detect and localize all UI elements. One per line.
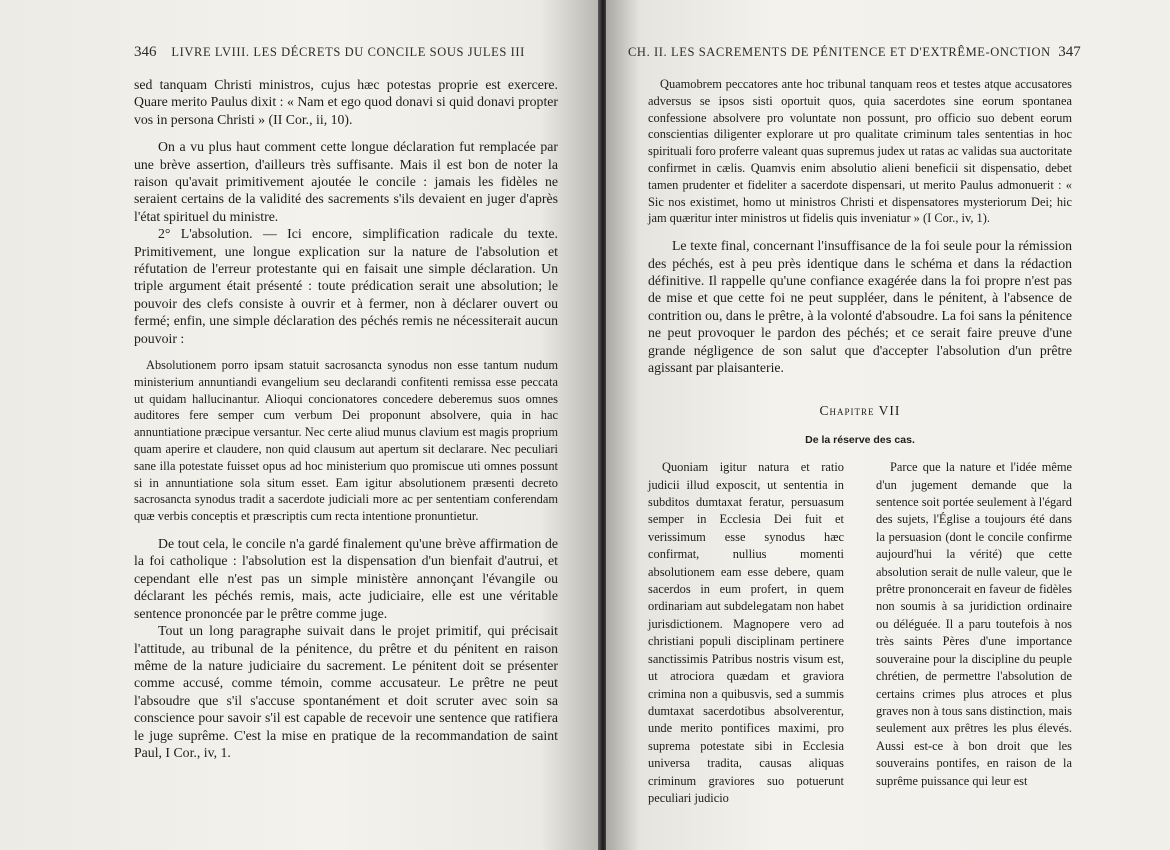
two-column-text — [648, 459, 1072, 807]
french-column — [876, 459, 1072, 807]
left-body-text — [134, 76, 558, 761]
latin-column — [648, 459, 844, 807]
french-column-text: Parce que la nature et l'idée même d'un jugement demande que la sentence soit portée seulement à l'égard des sujets, l'Église a toujours été dans la persuasion (dont le concile confirme aujourd'hui la vérité) que cette absolution serait de nulle valeur, que le prêtre prononcerait en faveur de fidèles non soumis à sa juridiction ordinaire ou déléguée. Il a paru toutefois à nos très saints Pères d'une importance souveraine pour la discipline du peuple chrétien, de permettre l'absolution de certains crimes plus atroces et plus graves non à tous sans distinction, mais seulement aux prêtres les plus élevés. Aussi est-ce à bon droit que les souverains pontifes, en raison de la suprême puissance qui leur est — [876, 460, 1072, 788]
paragraph: Tout un long paragraphe suivait dans le projet primitif, qui précisait l'attitude, au tribunal de la pénitence, du prêtre et du pénitent en raison même de la nature judiciaire du sacrement. Le pénitent doit se présenter comme accusé, comme témoin, comme accusateur. Le prêtre ne peut l'absoudre que s'il s'accuse spontanément et doit scruter avec soin sa conscience pour savoir s'il est capable de recevoir une sentence que ratifiera le juge suprême. C'est la mise en pratique de la recommandation de saint Paul, I Cor., iv, 1. — [134, 623, 558, 760]
latin-quote: Quamobrem peccatores ante hoc tribunal tanquam reos et testes atque accusatores adversus se ipsos sisti oportuit quos, quia sacerdotes sine eorum spontanea confessione absolvere pro voluntate non possunt, pro officio suo debent eorum conscientias diligenter explorare ut pro qualitate criminum tales sententias in hoc spirituali foro proferre valeant quas supremus judex ut ratas ac validas sua auctoritate confirmet in cælis. Quamvis enim absolutio alieni beneficii sit dispensatio, debet tamen prudenter et fideliter a sacerdote dispensari, ut merito Paulus admonuerit : « Sic nos existimet, homo ut ministros Christi et dispensatores mysteriorum Dei; hic jam quæritur inter ministros ut fidelis quis inveniatur » (I Cor., iv, 1). — [648, 77, 1072, 226]
right-running-title: CH. II. LES SACREMENTS DE PÉNITENCE ET D'EXTRÊME-ONCTION — [628, 45, 1051, 59]
latin-quote: Absolutionem porro ipsam statuit sacrosancta synodus non esse tantum nudum ministerium annuntiandi evangelium seu declarandi confitenti remissa esse peccata ut quidam hallucinantur. Alioqui concionatores concedere deberemus suos omnes auditores fere semper cum verbum Dei proponunt absolvere, quia in hac annuntiatione præcipue versantur. Nec certe aliud munus clavium est magis proprium quam aperire et claudere, non quid clausum aut apertum sit declarare. Nec peculiari sane illa potestate fuisset opus ad hoc ministerium quo promiscue uti omnes possunt si in annuntiatione sola situm esset. Eam igitur absolutionem præsenti decreto sacrosancta synodus tradit a sacerdote judiciali more ac per sententiam conferendam quæ verbis conceptis et præscriptis cum recta intentione pronuntietur. — [134, 358, 558, 524]
left-page-number: 346 — [134, 44, 157, 60]
right-page-number: 347 — [1058, 44, 1081, 60]
paragraph: Le texte final, concernant l'insuffisance de la foi seule pour la rémission des péchés, est à peu près identique dans le schéma et dans la rédaction définitive. Il rappelle qu'une confiance exagérée dans la foi propre n'est pas de mise et que cette foi ne peut suppléer, dans le pénitent, à l'absence de contrition ou, dans le prêtre, à la volonté d'absoudre. La foi sans la pénitence ne peut provoquer le pardon des péchés; et ce serait faire preuve d'une grande négligence de son salut que d'accepter l'absolution d'un prêtre agissant par plaisanterie. — [648, 238, 1072, 376]
right-page — [606, 0, 1170, 850]
chapter-title: Chapitre VII — [819, 403, 901, 419]
chapter-subtitle: De la réserve des cas. — [805, 433, 915, 446]
paragraph: 2° L'absolution. — Ici encore, simplification radicale du texte. Primitivement, une longue explication sur la nature de l'absolution et réfutation de l'erreur protestante qui en faisait une simple déclaration. Un triple argument était présenté : toute prédication serait une absolution; le pouvoir des clefs consiste à ouvrir et à fermer, non à déclarer ouvert ou fermé; enfin, une simple déclaration des péchés remis ne nécessiterait aucun pouvoir : — [134, 226, 558, 346]
paragraph: On a vu plus haut comment cette longue déclaration fut remplacée par une brève assertion, d'ailleurs très suffisante. Mais il est bon de noter la raison qu'avait primitivement ajoutée le concile : jamais les fidèles ne seraient certains de la validité des sacrements s'ils devaient en juger d'après l'état spirituel du ministre. — [134, 139, 558, 224]
right-running-head — [628, 44, 1081, 61]
left-running-title: LIVRE LVIII. LES DÉCRETS DU CONCILE SOUS JULES III — [171, 45, 525, 59]
paragraph: De tout cela, le concile n'a gardé finalement qu'une brève affirmation de la foi catholique : l'absolution est la dispensation d'un bienfait d'autrui, et cependant elle n'est pas un simple ministère annonçant l'évangile ou déclarant les péchés remis, mais, acte judiciaire, elle est une véritable sentence prononcée par le prêtre comme juge. — [134, 536, 558, 621]
latin-column-text: Quoniam igitur natura et ratio judicii illud exposcit, ut sententia in subditos dumtaxat feratur, persuasum semper in Ecclesia Dei fuit et verissimum esse synodus hæc confirmat, nullius momenti absolutionem eam esse debere, quam sacerdos in eum profert, in quem ordinariam aut subdelegatam non habet jurisdictionem. Magnopere vero ad christiani populi disciplinam pertinere sanctissimis Patribus nostris visum est, ut atrociora quædam et graviora crimina non a quibusvis, sed a summis dumtaxat sacerdotibus absolverentur, unde merito pontifices maximi, pro suprema potestate sibi in Ecclesia universa tradita, causas aliquas criminum graviores suo potuerunt peculiari judicio — [648, 460, 844, 805]
right-body-text — [648, 76, 1072, 807]
left-running-head — [134, 44, 525, 61]
paragraph: sed tanquam Christi ministros, cujus hæc potestas proprie est exercere. Quare merito Paulus dixit : « Nam et ego quod donavi si quid donavi propter vos in persona Christi » (II Cor., ii, 10). — [134, 77, 558, 127]
